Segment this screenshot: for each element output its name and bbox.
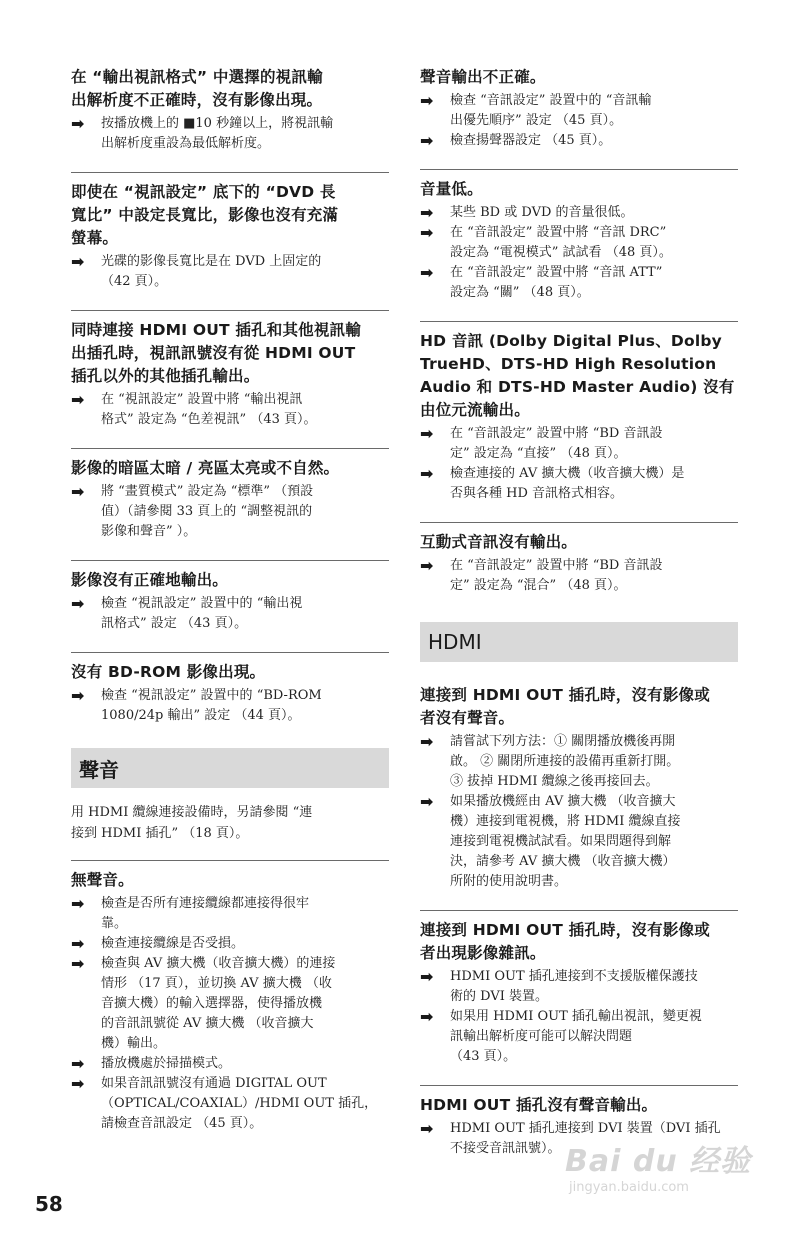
solution-item — [71, 482, 389, 542]
solution-item — [420, 203, 738, 223]
solution-text: 如果用 HDMI OUT 插孔輸出視訊，變更視 訊輸出解析度可能可以解決問題 （43 頁）。 — [450, 1009, 702, 1064]
solution-item — [420, 967, 738, 1007]
watermark-logo — [565, 1136, 765, 1206]
arrow-icon: ➡ — [71, 252, 85, 271]
solution-item — [71, 1054, 389, 1074]
arrow-icon: ➡ — [71, 482, 85, 501]
block-title: 音量低。 — [420, 180, 483, 198]
solution-item — [71, 114, 389, 154]
arrow-icon: ➡ — [71, 114, 85, 133]
arrow-icon: ➡ — [420, 424, 434, 443]
arrow-icon: ➡ — [71, 894, 85, 913]
arrow-icon: ➡ — [420, 131, 434, 150]
solution-item — [71, 686, 389, 726]
solution-item — [71, 252, 389, 292]
solution-text: 在 “視訊設定” 設置中將 “輸出視訊 格式” 設定為 “色差視訊” （43 頁）。 — [101, 392, 317, 427]
solution-text: 在 “音訊設定” 設置中將 “BD 音訊設 定” 設定為 “直接” （48 頁）。 — [450, 426, 663, 461]
solution-item — [71, 954, 389, 1054]
trouble-block — [71, 310, 389, 430]
arrow-icon: ➡ — [420, 1007, 434, 1026]
trouble-block — [71, 172, 389, 292]
arrow-icon: ➡ — [420, 263, 434, 282]
trouble-block — [420, 58, 738, 151]
trouble-block — [420, 676, 738, 892]
trouble-block — [71, 652, 389, 726]
trouble-block — [71, 560, 389, 634]
left-column — [71, 58, 389, 1134]
solution-item — [420, 131, 738, 151]
arrow-icon: ➡ — [420, 792, 434, 811]
block-title: 連接到 HDMI OUT 插孔時，沒有影像或 者出現影像雜訊。 — [420, 921, 710, 962]
block-title: 互動式音訊沒有輸出。 — [420, 533, 578, 551]
solution-text: HDMI OUT 插孔連接到 DVI 裝置（DVI 插孔 不接受音訊訊號）。 — [450, 1121, 721, 1156]
block-title: 影像沒有正確地輸出。 — [71, 571, 229, 589]
arrow-icon: ➡ — [420, 1119, 434, 1138]
solution-item — [71, 894, 389, 934]
section-heading-hdmi: HDMI — [420, 622, 738, 662]
solution-text: 播放機處於掃描模式。 — [101, 1056, 232, 1071]
arrow-icon: ➡ — [420, 91, 434, 110]
solution-item — [420, 732, 738, 792]
block-title: 在 “輸出視訊格式” 中選擇的視訊輸 出解析度不正確時，沒有影像出現。 — [71, 68, 323, 109]
solution-item — [71, 934, 389, 954]
solution-item — [420, 792, 738, 892]
solution-text: 在 “音訊設定” 設置中將 “BD 音訊設 定” 設定為 “混合” （48 頁）。 — [450, 558, 663, 593]
trouble-block — [71, 448, 389, 542]
arrow-icon: ➡ — [71, 594, 85, 613]
block-title: 聲音輸出不正確。 — [420, 68, 546, 86]
trouble-block — [420, 321, 738, 504]
arrow-icon: ➡ — [420, 556, 434, 575]
block-title: 即使在 “視訊設定” 底下的 “DVD 長 寬比” 中設定長寬比，影像也沒有充滿 螢幕。 — [71, 183, 339, 247]
arrow-icon: ➡ — [71, 390, 85, 409]
solution-text: 檢查是否所有連接纜線都連接得很牢 靠。 — [101, 896, 310, 931]
arrow-icon: ➡ — [71, 686, 85, 705]
trouble-block — [71, 860, 389, 1134]
right-column — [420, 58, 738, 1159]
arrow-icon: ➡ — [420, 967, 434, 986]
page-number: 58 — [35, 1192, 63, 1216]
solution-text: 檢查與 AV 擴大機（收音擴大機）的連接 情形 （17 頁），並切換 AV 擴大機 （收 音擴大機）的輸入選擇器，使得播放機 的音訊訊號從 AV 擴大機 （收音擴大 機）輸出。 — [101, 956, 336, 1051]
arrow-icon: ➡ — [71, 954, 85, 973]
solution-text: 如果播放機經由 AV 擴大機 （收音擴大 機）連接到電視機，將 HDMI 纜線直接 連接到電視機試試看。如果問題得到解 決，請參考 AV 擴大機 （收音擴大機） 所附的使用說明書。 — [450, 794, 681, 889]
solution-item — [71, 1074, 389, 1134]
trouble-block — [420, 522, 738, 596]
solution-text: 檢查揚聲器設定 （45 頁）。 — [450, 133, 612, 148]
arrow-icon: ➡ — [420, 223, 434, 242]
solution-text: 請嘗試下列方法：① 關閉播放機後再開 啟。 ② 關閉所連接的設備再重新打開。 ③ 拔掉 HDMI 纜線之後再接回去。 — [450, 734, 680, 789]
watermark-url: jingyan.baidu.com — [569, 1180, 689, 1195]
arrow-icon: ➡ — [71, 1074, 85, 1093]
trouble-block — [420, 169, 738, 303]
solution-text: 在 “音訊設定” 設置中將 “音訊 DRC” 設定為 “電視模式” 試試看 （48 頁）。 — [450, 225, 672, 260]
solution-text: 在 “音訊設定” 設置中將 “音訊 ATT” 設定為 “關” （48 頁）。 — [450, 265, 663, 300]
block-title: 同時連接 HDMI OUT 插孔和其他視訊輸 出插孔時，視訊訊號沒有從 HDMI OUT 插孔以外的其他插孔輸出。 — [71, 321, 361, 385]
solution-text: 檢查 “視訊設定” 設置中的 “BD-ROM 1080/24p 輸出” 設定 （44 頁）。 — [101, 688, 322, 723]
solution-text: 將 “畫質模式” 設定為 “標準” （預設 值）（請參閱 33 頁上的 “調整視訊的 影像和聲音” ）。 — [101, 484, 314, 539]
solution-item — [420, 424, 738, 464]
sound-intro: 用 HDMI 纜線連接設備時，另請參閱 “連 接到 HDMI 插孔” （18 頁）。 — [71, 805, 313, 841]
watermark-main: Bai du 经验 — [565, 1144, 752, 1179]
solution-item — [420, 556, 738, 596]
block-title: 影像的暗區太暗 / 亮區太亮或不自然。 — [71, 459, 340, 477]
solution-item — [71, 390, 389, 430]
solution-text: 按播放機上的 ■10 秒鐘以上，將視訊輸 出解析度重設為最低解析度。 — [101, 116, 334, 151]
solution-text: HDMI OUT 插孔連接到不支援版權保護技 術的 DVI 裝置。 — [450, 969, 698, 1004]
block-title: HD 音訊 (Dolby Digital Plus、Dolby TrueHD、DTS-HD High Resolution Audio 和 DTS-HD Master Audio) 沒有 由位元流輸出。 — [420, 332, 735, 419]
block-title: 連接到 HDMI OUT 插孔時，沒有影像或 者沒有聲音。 — [420, 686, 710, 727]
solution-text: 檢查 “視訊設定” 設置中的 “輸出視 訊格式” 設定 （43 頁）。 — [101, 596, 303, 631]
solution-text: 檢查連接纜線是否受損。 — [101, 936, 245, 951]
trouble-block — [71, 58, 389, 154]
solution-item — [420, 464, 738, 504]
solution-item — [71, 594, 389, 634]
block-title: 無聲音。 — [71, 871, 134, 889]
arrow-icon: ➡ — [71, 1054, 85, 1073]
arrow-icon: ➡ — [71, 934, 85, 953]
solution-text: 如果音訊訊號沒有通過 DIGITAL OUT （OPTICAL/COAXIAL）/HDMI OUT 插孔， 請檢查音訊設定 （45 頁）。 — [101, 1076, 378, 1131]
section-heading-sound: 聲音 — [71, 748, 389, 788]
block-title: HDMI OUT 插孔沒有聲音輸出。 — [420, 1096, 658, 1114]
solution-item — [420, 91, 738, 131]
solution-item — [420, 223, 738, 263]
solution-item — [420, 263, 738, 303]
trouble-block — [420, 910, 738, 1067]
block-title: 沒有 BD-ROM 影像出現。 — [71, 663, 266, 681]
solution-text: 某些 BD 或 DVD 的音量很低。 — [450, 205, 634, 220]
arrow-icon: ➡ — [420, 732, 434, 751]
solution-text: 光碟的影像長寬比是在 DVD 上固定的 （42 頁）。 — [101, 254, 322, 289]
solution-item — [420, 1007, 738, 1067]
solution-text: 檢查連接的 AV 擴大機（收音擴大機）是 否與各種 HD 音訊格式相容。 — [450, 466, 685, 501]
solution-text: 檢查 “音訊設定” 設置中的 “音訊輸 出優先順序” 設定 （45 頁）。 — [450, 93, 652, 128]
arrow-icon: ➡ — [420, 464, 434, 483]
arrow-icon: ➡ — [420, 203, 434, 222]
